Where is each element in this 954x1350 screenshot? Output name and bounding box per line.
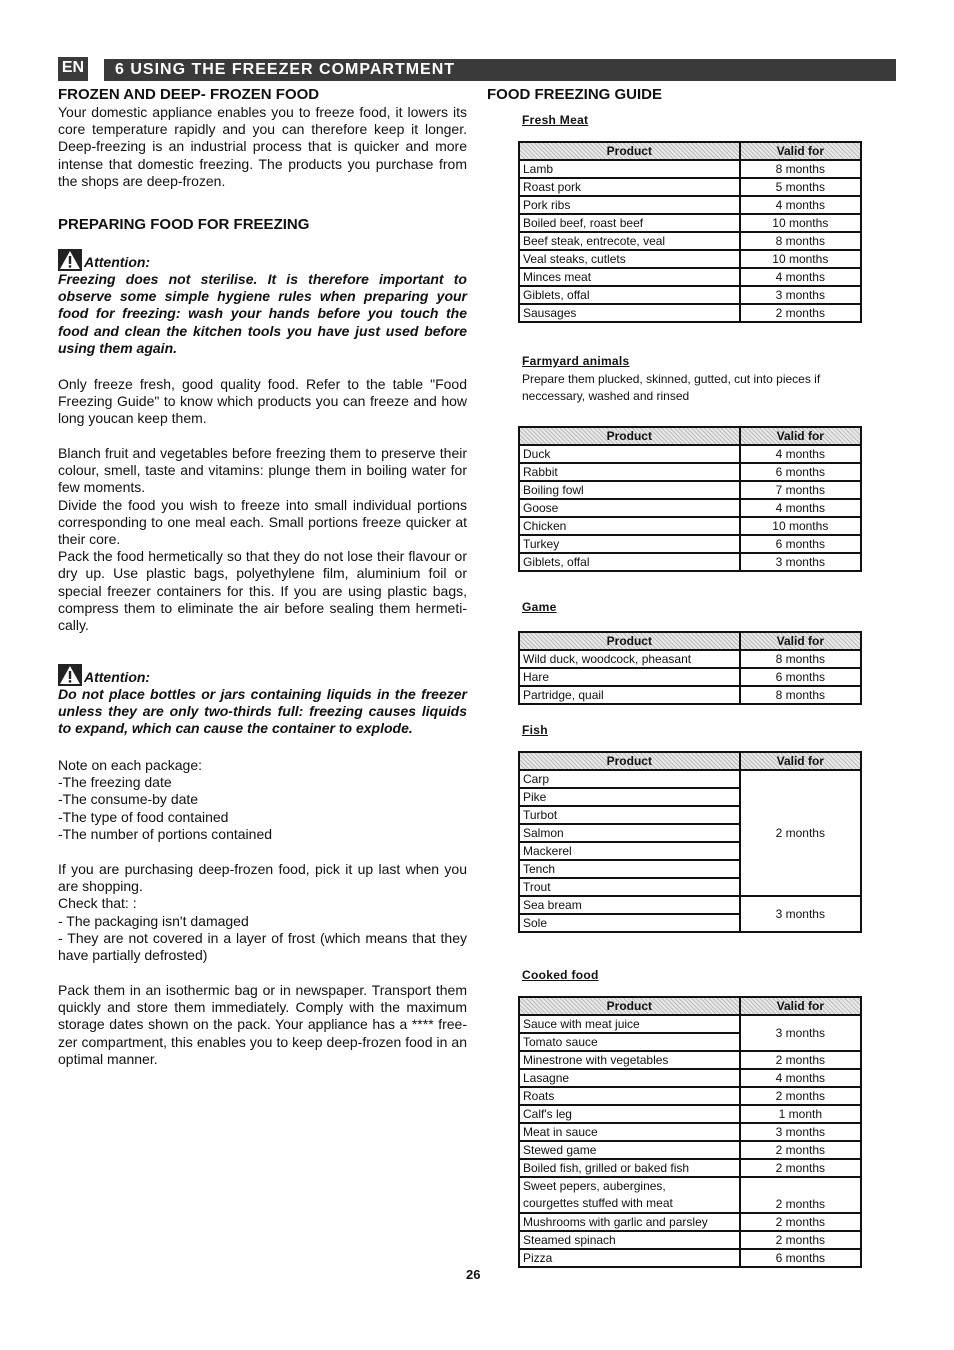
table-row (519, 1231, 861, 1249)
cell-valid-for: 7 months (740, 481, 861, 499)
cell-valid-for: 3 months (740, 1123, 861, 1141)
cell-valid-for: 4 months (740, 445, 861, 463)
cell-product: Giblets, offal (519, 553, 740, 571)
section-farmyard: Farmyard animals (522, 354, 630, 368)
table-row (519, 1249, 861, 1267)
cell-product: Roats (519, 1087, 740, 1105)
table-row (519, 463, 861, 481)
table-row (519, 553, 861, 571)
warning-icon (58, 249, 82, 271)
cell-product: Chicken (519, 517, 740, 535)
cell-valid-for: 8 months (740, 686, 861, 704)
section-fish: Fish (522, 723, 548, 737)
cell-product: Lamb (519, 160, 740, 178)
cell-valid-for: 2 months (740, 1051, 861, 1069)
section-fresh-meat: Fresh Meat (522, 113, 589, 127)
attention-block-1 (58, 249, 467, 357)
attention-text-1: Freezing does not sterilise. It is therefore important to observe some simple hygiene rules when preparing your food for freezing: wash your hands before you touch the food and clean the kitchen tools you have just used before using them again. (58, 271, 467, 356)
column-header-valid: Valid for (740, 427, 861, 445)
cell-product: Hare (519, 668, 740, 686)
column-header-valid: Valid for (740, 752, 861, 770)
cell-product: Salmon (519, 824, 740, 842)
cell-product: Boiled fish, grilled or baked fish (519, 1159, 740, 1177)
table-row (519, 1213, 861, 1231)
note-block (58, 757, 467, 843)
attention-text-2: Do not place bottles or jars containing liquids in the freezer unless they are only two-thirds full: freezing causes liquids to expand, which can cause the container to explode. (58, 686, 467, 737)
cell-product: Rabbit (519, 463, 740, 481)
table-row (519, 668, 861, 686)
sweet-line-2: courgettes stuffed with meat (523, 1196, 673, 1210)
cell-valid-for: 3 months (740, 286, 861, 304)
cell-product: Mushrooms with garlic and parsley (519, 1213, 740, 1231)
purchase-block (58, 861, 467, 964)
cell-valid-for: 3 months (740, 1015, 861, 1051)
paragraph-divide: Divide the food you wish to freeze into small individual portions corresponding to one meal each. Small portions freeze quicker at their core. (58, 496, 467, 548)
cell-product: Tench (519, 860, 740, 878)
table-row (519, 214, 861, 232)
cell-product: Goose (519, 499, 740, 517)
paragraph-blanch: Blanch fruit and vegetables before freezing them to preserve their colour, smell, taste and vitamins: plunge them in boiling water for few moments. (58, 445, 467, 496)
table-cooked (518, 996, 862, 1268)
cell-product: Tomato sauce (519, 1033, 740, 1051)
cell-valid-for: 2 months (740, 1213, 861, 1231)
left-column (58, 86, 467, 190)
cell-product: Sausages (519, 304, 740, 322)
cell-product: Sea bream (519, 896, 740, 914)
table-farmyard (518, 426, 862, 572)
cell-product: Stewed game (519, 1141, 740, 1159)
table-row (519, 1105, 861, 1123)
cell-product: Minces meat (519, 268, 740, 286)
column-header-product: Product (519, 752, 740, 770)
cell-product: Giblets, offal (519, 286, 740, 304)
column-header-product: Product (519, 142, 740, 160)
table-row (519, 268, 861, 286)
cell-product: Partridge, quail (519, 686, 740, 704)
language-badge: EN (58, 57, 88, 81)
column-header-product: Product (519, 427, 740, 445)
section-title: 6 USING THE FREEZER COMPARTMENT (104, 59, 896, 81)
cell-product: Duck (519, 445, 740, 463)
table-row (519, 160, 861, 178)
cell-valid-for: 6 months (740, 535, 861, 553)
note-intro: Note on each package: (58, 757, 202, 773)
cell-product: Veal steaks, cutlets (519, 250, 740, 268)
section-cooked: Cooked food (522, 968, 599, 982)
cell-valid-for: 4 months (740, 499, 861, 517)
table-row (519, 250, 861, 268)
paragraph-purchasing: If you are purchasing deep-frozen food, pick it up last when you are shopping. (58, 861, 467, 895)
cell-product: Pike (519, 788, 740, 806)
check-item: - The packaging isn't damaged (58, 912, 249, 929)
cell-valid-for: 3 months (740, 896, 861, 932)
cell-valid-for: 10 months (740, 517, 861, 535)
cell-valid-for: 4 months (740, 1069, 861, 1087)
attention-label-2: Attention: (84, 668, 151, 685)
table-row (519, 1087, 861, 1105)
cell-valid-for: 4 months (740, 196, 861, 214)
cell-valid-for: 2 months (740, 304, 861, 322)
text-block-fresh (58, 376, 467, 428)
table-row (519, 304, 861, 322)
cell-valid-for: 2 months (740, 1231, 861, 1249)
table-row (519, 499, 861, 517)
cell-valid-for: 3 months (740, 553, 861, 571)
cell-valid-for: 10 months (740, 250, 861, 268)
table-row (519, 178, 861, 196)
heading-frozen: FROZEN AND DEEP- FROZEN FOOD (58, 86, 320, 103)
table-fresh-meat (518, 141, 862, 323)
paragraph-pack: Pack the food hermetically so that they do not lose their flavour or dry up. Use plastic bags, polyethylene film, aluminium foil or special freezer containers for this. If you are using plastic bags, compress them to eliminate the air before sealing them hermeti-cally. (58, 548, 467, 634)
cell-product: Meat in sauce (519, 1123, 740, 1141)
table-row (519, 1177, 861, 1213)
cell-product: Lasagne (519, 1069, 740, 1087)
cell-product: Mackerel (519, 842, 740, 860)
table-row (519, 1015, 861, 1033)
table-row (519, 535, 861, 553)
paragraph-frozen: Your domestic appliance enables you to freeze food, it lowers its core temperature rapidly and you can therefore keep it longer. Deep-freezing is an industrial process that is quicker and more intense that domestic freezing. The products you purchase from the shops are deep-frozen. (58, 104, 467, 189)
table-game (518, 631, 862, 705)
note-item: -The number of portions contained (58, 825, 273, 842)
cell-product: Sole (519, 914, 740, 932)
cell-product: Trout (519, 878, 740, 896)
farmyard-note: Prepare them plucked, skinned, gutted, cut into pieces if neccessary, washed and rinsed (522, 372, 821, 403)
table-row (519, 445, 861, 463)
transport-block (58, 982, 467, 1068)
cell-valid-for: 6 months (740, 668, 861, 686)
attention-label-1: Attention: (84, 253, 151, 270)
check-intro: Check that: : (58, 895, 137, 912)
cell-valid-for: 6 months (740, 1249, 861, 1267)
column-header-product: Product (519, 632, 740, 650)
table-row (519, 1069, 861, 1087)
cell-valid-for: 10 months (740, 214, 861, 232)
note-item: -The consume-by date (58, 791, 199, 808)
cell-product (519, 1177, 740, 1213)
attention-block-2 (58, 664, 467, 738)
cell-valid-for: 1 month (740, 1105, 861, 1123)
cell-product: Sauce with meat juice (519, 1015, 740, 1033)
cell-valid-for: 2 months (740, 1177, 861, 1213)
cell-product: Minestrone with vegetables (519, 1051, 740, 1069)
cell-valid-for: 4 months (740, 268, 861, 286)
cell-valid-for: 2 months (740, 1087, 861, 1105)
table-row (519, 517, 861, 535)
note-item: -The type of food contained (58, 808, 229, 825)
section-game: Game (522, 600, 557, 614)
cell-product: Carp (519, 770, 740, 788)
check-item: - They are not covered in a layer of frost (which means that they have partially defrosted) (58, 929, 467, 964)
table-row (519, 686, 861, 704)
cell-valid-for: 5 months (740, 178, 861, 196)
page-number: 26 (466, 1267, 481, 1282)
cell-valid-for: 6 months (740, 463, 861, 481)
text-block-blanch (58, 445, 467, 634)
cell-product: Beef steak, entrecote, veal (519, 232, 740, 250)
guide-title: FOOD FREEZING GUIDE (487, 86, 663, 103)
table-row (519, 1051, 861, 1069)
heading-preparing: PREPARING FOOD FOR FREEZING (58, 216, 310, 233)
table-row (519, 1159, 861, 1177)
sweet-line-1: Sweet pepers, aubergines, (523, 1179, 666, 1193)
table-row (519, 232, 861, 250)
cell-valid-for: 2 months (740, 770, 861, 896)
cell-product: Steamed spinach (519, 1231, 740, 1249)
cell-product: Pizza (519, 1249, 740, 1267)
cell-product: Turkey (519, 535, 740, 553)
cell-valid-for: 2 months (740, 1159, 861, 1177)
table-row (519, 650, 861, 668)
cell-product: Calf's leg (519, 1105, 740, 1123)
cell-product: Turbot (519, 806, 740, 824)
cell-product: Boiling fowl (519, 481, 740, 499)
column-header-valid: Valid for (740, 997, 861, 1015)
table-row (519, 286, 861, 304)
table-row (519, 1123, 861, 1141)
table-row (519, 1141, 861, 1159)
cell-product: Roast pork (519, 178, 740, 196)
note-item: -The freezing date (58, 774, 172, 791)
cell-valid-for: 2 months (740, 1141, 861, 1159)
cell-product: Pork ribs (519, 196, 740, 214)
column-header-valid: Valid for (740, 142, 861, 160)
cell-valid-for: 8 months (740, 232, 861, 250)
table-row (519, 770, 861, 788)
table-row (519, 896, 861, 914)
cell-product: Boiled beef, roast beef (519, 214, 740, 232)
cell-valid-for: 8 months (740, 650, 861, 668)
cell-product: Wild duck, woodcock, pheasant (519, 650, 740, 668)
paragraph-fresh: Only freeze fresh, good quality food. Refer to the table "Food Freezing Guide" to know which products you can freeze and how long youcan keep them. (58, 376, 467, 427)
column-header-product: Product (519, 997, 740, 1015)
warning-icon (58, 664, 82, 686)
cell-valid-for: 8 months (740, 160, 861, 178)
column-header-valid: Valid for (740, 632, 861, 650)
paragraph-transport: Pack them in an isothermic bag or in newspaper. Transport them quickly and store them immediately. Comply with the maximum storage dates shown on the pack. Your appliance has a **** free-zer compartment, this enables you to keep deep-frozen food in an optimal manner. (58, 982, 467, 1067)
table-row (519, 196, 861, 214)
table-fish (518, 751, 862, 933)
table-row (519, 481, 861, 499)
